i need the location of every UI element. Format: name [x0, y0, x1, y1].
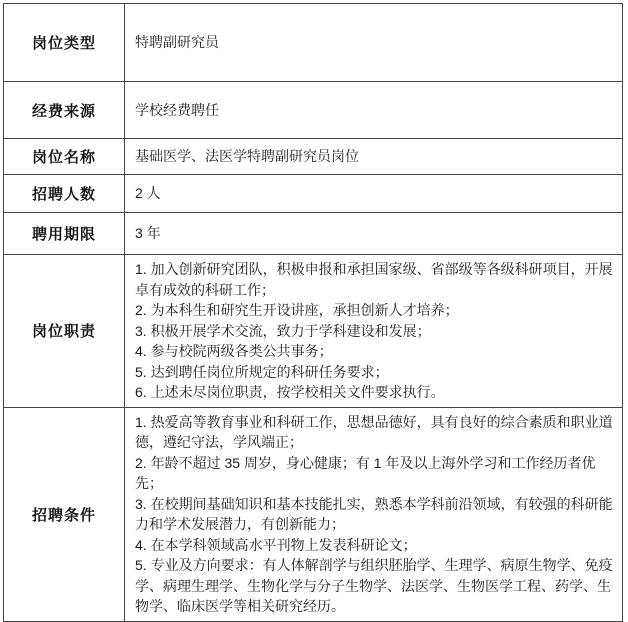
content-line: 学校经费聘任 — [135, 101, 219, 118]
responsibility-item: 4. 参与校院两级各类公共事务； — [135, 343, 333, 359]
row-value-funding-source — [125, 82, 623, 139]
responsibility-item: 6. 上述未尽岗位职责，按学校相关文件要求执行。 — [135, 384, 445, 400]
table-row-position-type — [4, 4, 623, 82]
responsibility-item: 2. 为本科生和研究生开设讲座，承担创新人才培养； — [135, 302, 459, 318]
content-line: 基础医学、法医学特聘副研究员岗位 — [135, 148, 359, 165]
responsibility-item: 3. 积极开展学术交流，致力于学科建设和发展； — [135, 322, 431, 339]
row-value-responsibilities — [125, 255, 623, 408]
table-row-responsibilities — [4, 255, 623, 408]
row-label-position-type: 岗位类型 — [4, 4, 125, 82]
responsibility-item: 1. 加入创新研究团队，积极申报和承担国家级、省部级等各级科研项目，开展卓有成效的科研工作； — [135, 261, 613, 298]
row-value-position-type — [125, 4, 623, 82]
table-row-position-name — [4, 139, 623, 175]
requirement-item: 5. 专业及方向要求：有人体解剖学与组织胚胎学、生理学、病原生物学、免疫学、病理生理学、生物化学与分子生物学、法医学、生物医学工程、药学、生物学、临床医学等相关研究经历。 — [135, 557, 613, 614]
row-value-requirements — [125, 407, 623, 621]
table-row-headcount — [4, 175, 623, 213]
content-line: 特聘副研究员 — [135, 34, 219, 51]
responsibility-item: 5. 达到聘任岗位所规定的科研任务要求； — [135, 363, 389, 380]
row-label-requirements: 招聘条件 — [4, 407, 125, 621]
table-row-employment-term — [4, 213, 623, 255]
row-label-employment-term: 聘用期限 — [4, 213, 125, 255]
requirement-item: 4. 在本学科领域高水平刊物上发表科研论文； — [135, 536, 417, 553]
row-value-position-name — [125, 139, 623, 175]
row-label-responsibilities: 岗位职责 — [4, 255, 125, 408]
row-label-headcount: 招聘人数 — [4, 175, 125, 213]
content-line: 3 年 — [135, 225, 161, 242]
row-label-funding-source: 经费来源 — [4, 82, 125, 139]
table-row-requirements — [4, 407, 623, 621]
requirement-item: 1. 热爱高等教育事业和科研工作，思想品德好，具有良好的综合素质和职业道德，遵纪守法，学风端正； — [135, 413, 613, 450]
row-value-headcount — [125, 175, 623, 213]
row-label-position-name: 岗位名称 — [4, 139, 125, 175]
content-line: 2 人 — [135, 185, 161, 202]
row-value-employment-term — [125, 213, 623, 255]
requirement-item: 3. 在校期间基础知识和基本技能扎实，熟悉本学科前沿领域，有较强的科研能力和学术发展潜力，有创新能力； — [135, 495, 613, 532]
table-row-funding-source — [4, 82, 623, 139]
job-posting-table — [3, 3, 623, 622]
job-posting-document — [3, 3, 623, 622]
requirement-item: 2. 年龄不超过 35 周岁，身心健康；有 1 年及以上海外学习和工作经历者优先； — [135, 454, 596, 491]
